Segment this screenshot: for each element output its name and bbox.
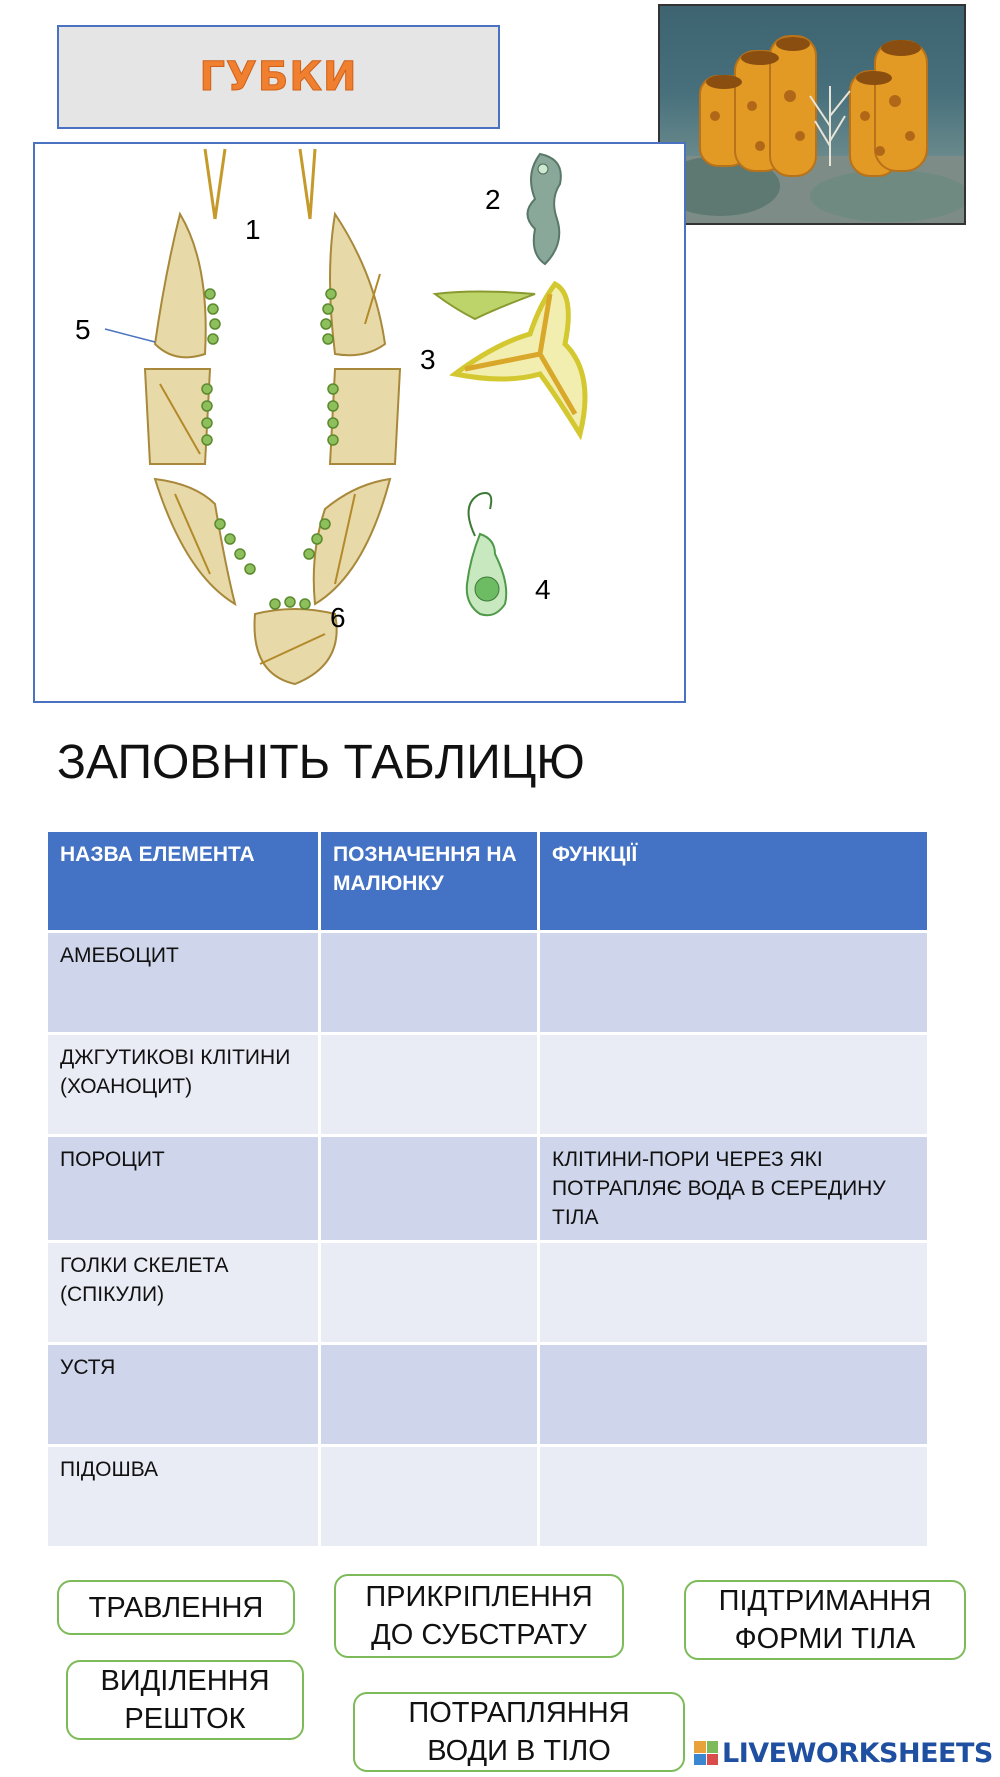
answer-table (45, 829, 930, 1549)
table-header-row (47, 831, 929, 932)
cell-function-dropzone[interactable] (539, 1242, 929, 1344)
table-row (47, 1446, 929, 1548)
column-header-mark: ПОЗНАЧЕННЯ НА МАЛЮНКУ (320, 831, 539, 932)
cell-name: УСТЯ (47, 1344, 320, 1446)
cell-name: АМЕБОЦИТ (47, 932, 320, 1034)
column-header-function: ФУНКЦІЇ (539, 831, 929, 932)
cell-mark-dropzone[interactable] (320, 1446, 539, 1548)
sponge-structure-diagram (33, 142, 686, 703)
cell-name: ПОРОЦИТ (47, 1136, 320, 1242)
chip-waste-excretion[interactable]: ВИДІЛЕННЯ РЕШТОК (66, 1660, 304, 1740)
chip-water-intake[interactable]: ПОТРАПЛЯННЯ ВОДИ В ТІЛО (353, 1692, 685, 1772)
task-heading: ЗАПОВНІТЬ ТАБЛИЦЮ (57, 736, 585, 789)
table-row (47, 1242, 929, 1344)
cell-name: ГОЛКИ СКЕЛЕТА (СПІКУЛИ) (47, 1242, 320, 1344)
cell-function-dropzone[interactable] (539, 932, 929, 1034)
cell-function-dropzone[interactable] (539, 1344, 929, 1446)
diagram-label-4: 4 (535, 574, 551, 605)
cell-mark-dropzone[interactable] (320, 1242, 539, 1344)
logo-text: LIVEWORKSHEETS (722, 1737, 993, 1769)
page-title: ГУБКИ (199, 54, 358, 100)
cell-function-dropzone[interactable] (539, 1034, 929, 1136)
chip-attachment-to-substrate[interactable]: ПРИКРІПЛЕННЯ ДО СУБСТРАТУ (334, 1574, 624, 1658)
diagram-label-3: 3 (420, 344, 436, 375)
sponge-photo-illustration (660, 6, 964, 223)
sponge-structure-illustration (35, 144, 684, 701)
logo-icon (694, 1741, 718, 1765)
cell-name: ДЖГУТИКОВІ КЛІТИНИ (ХОАНОЦИТ) (47, 1034, 320, 1136)
cell-mark-dropzone[interactable] (320, 1034, 539, 1136)
table-row (47, 1034, 929, 1136)
diagram-label-6: 6 (330, 602, 346, 633)
diagram-label-5: 5 (75, 314, 91, 345)
cell-function: КЛІТИНИ-ПОРИ ЧЕРЕЗ ЯКІ ПОТРАПЛЯЄ ВОДА В СЕРЕДИНУ ТІЛА (539, 1136, 929, 1242)
cell-name: ПІДОШВА (47, 1446, 320, 1548)
title-box (57, 25, 500, 129)
column-header-name: НАЗВА ЕЛЕМЕНТА (47, 831, 320, 932)
diagram-label-2: 2 (485, 184, 501, 215)
cell-mark-dropzone[interactable] (320, 1136, 539, 1242)
table-row (47, 1136, 929, 1242)
cell-mark-dropzone[interactable] (320, 932, 539, 1034)
chip-digestion[interactable]: ТРАВЛЕННЯ (57, 1580, 295, 1635)
cell-function-dropzone[interactable] (539, 1446, 929, 1548)
sponge-photo (658, 4, 966, 225)
cell-mark-dropzone[interactable] (320, 1344, 539, 1446)
table-row (47, 1344, 929, 1446)
table-row (47, 932, 929, 1034)
liveworksheets-logo (694, 1738, 993, 1768)
chip-body-shape-support[interactable]: ПІДТРИМАННЯ ФОРМИ ТІЛА (684, 1580, 966, 1660)
diagram-label-1: 1 (245, 214, 261, 245)
